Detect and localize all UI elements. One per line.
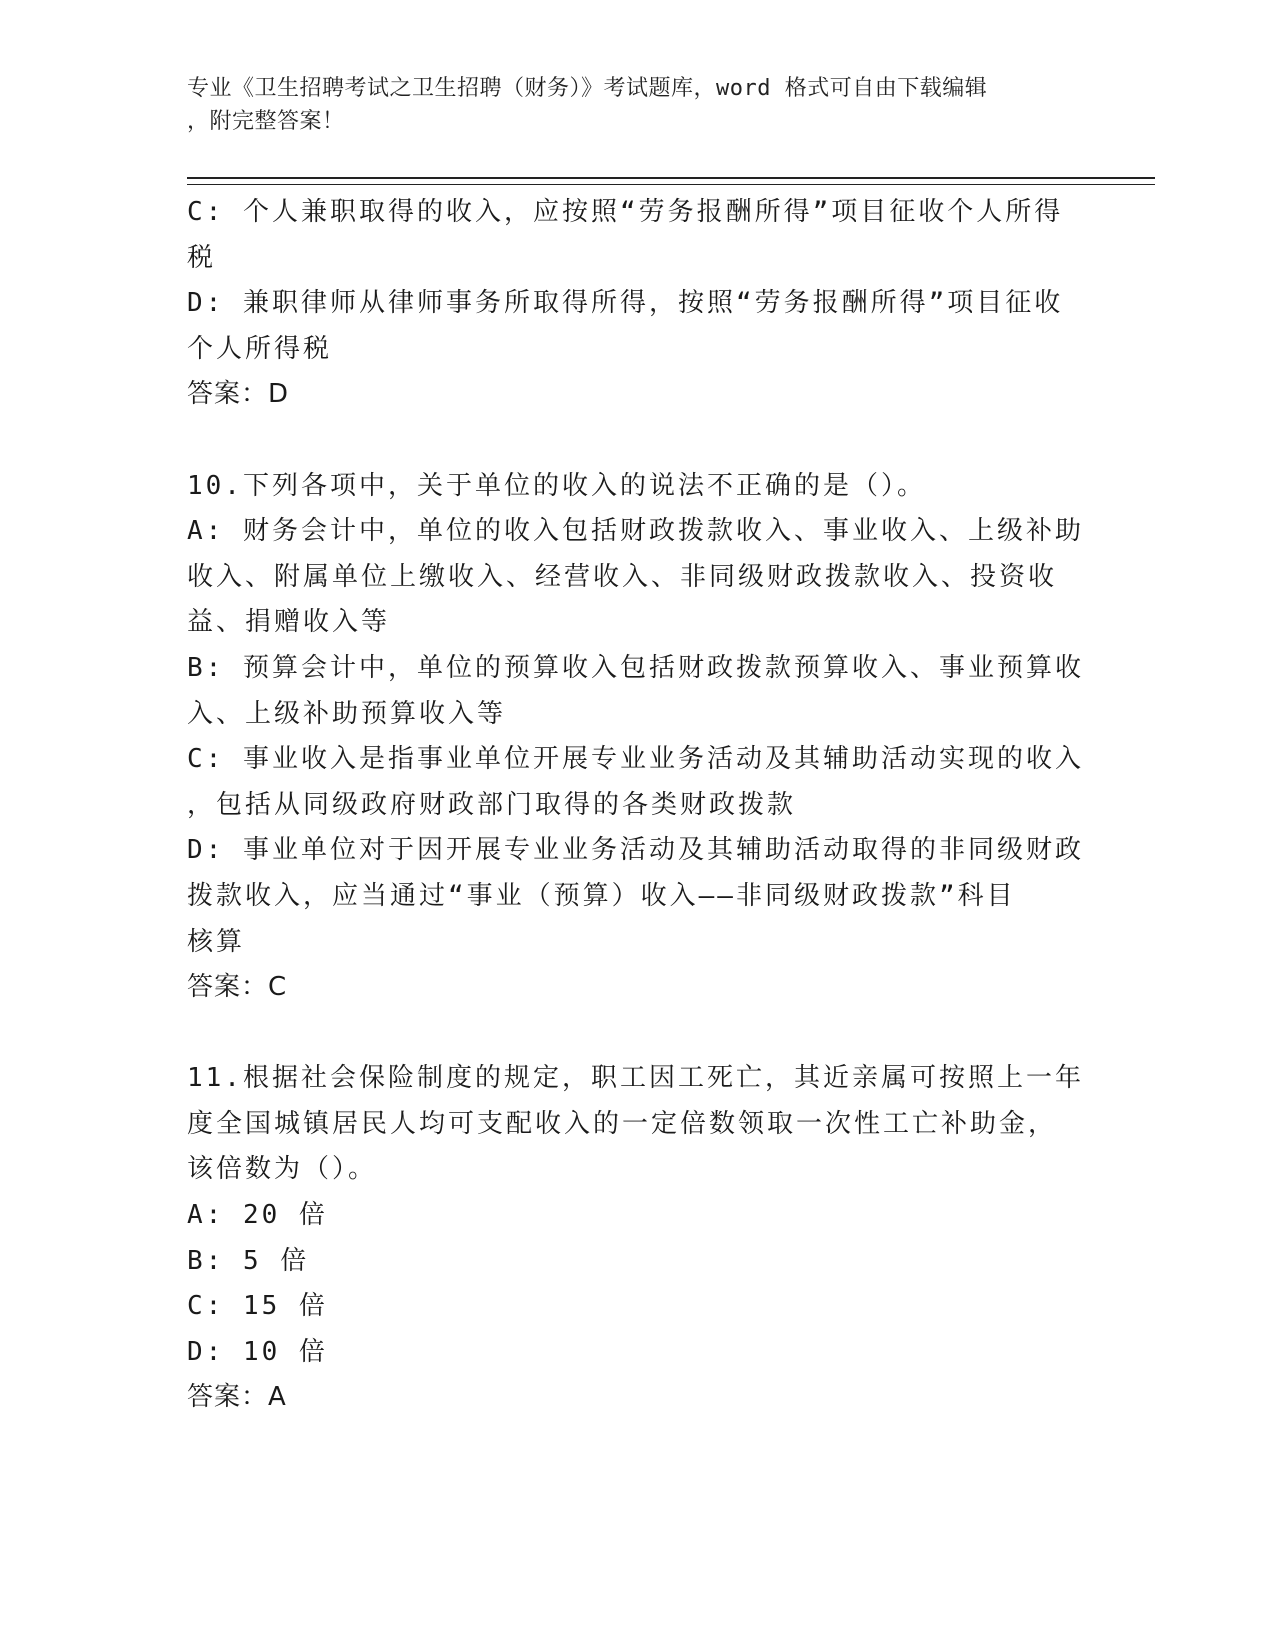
q10-answer: 答案：C bbox=[187, 972, 288, 1003]
q10-option-a-line-1: A: 财务会计中，单位的收入包括财政拨款收入、事业收入、上级补助 bbox=[187, 516, 1084, 547]
spacer bbox=[187, 1011, 1087, 1057]
question-11 bbox=[187, 1056, 1087, 1421]
q10-option-c-line-1: C: 事业收入是指事业单位开展专业业务活动及其辅助活动实现的收入 bbox=[187, 744, 1084, 775]
header-line-1: 专业《卫生招聘考试之卫生招聘（财务）》考试题库，word 格式可自由下载编辑 bbox=[187, 76, 988, 101]
q10-option-d-line-3: 核算 bbox=[187, 926, 246, 957]
header-divider-thin bbox=[187, 184, 1155, 185]
q9-option-d-line-2: 个人所得税 bbox=[187, 333, 333, 364]
q9-option-c-line-1: C: 个人兼职取得的收入，应按照“劳务报酬所得”项目征收个人所得 bbox=[187, 197, 1064, 227]
q10-option-a-line-2: 收入、附属单位上缴收入、经营收入、非同级财政拨款收入、投资收 bbox=[187, 561, 1058, 592]
question-9 bbox=[187, 190, 1087, 418]
q11-option-c: C: 15 倍 bbox=[187, 1291, 328, 1322]
page-header bbox=[187, 72, 1067, 138]
q10-option-b-line-1: B: 预算会计中，单位的预算收入包括财政拨款预算收入、事业预算收 bbox=[187, 652, 1084, 683]
spacer bbox=[187, 418, 1087, 464]
q10-option-d-line-1: D: 事业单位对于因开展专业业务活动及其辅助活动取得的非同级财政 bbox=[187, 835, 1084, 866]
q9-answer: 答案：D bbox=[187, 379, 290, 410]
q11-option-a: A: 20 倍 bbox=[187, 1200, 328, 1231]
q11-stem-line-3: 该倍数为（）。 bbox=[187, 1154, 378, 1185]
q9-option-c-line-2: 税 bbox=[187, 242, 217, 273]
q10-option-a-line-3: 益、捐赠收入等 bbox=[187, 607, 391, 638]
q11-option-b: B: 5 倍 bbox=[187, 1245, 310, 1276]
q9-option-d-line-1: D: 兼职律师从律师事务所取得所得，按照“劳务报酬所得”项目征收 bbox=[187, 288, 1064, 319]
question-10 bbox=[187, 464, 1087, 1011]
q11-option-d: D: 10 倍 bbox=[187, 1336, 328, 1367]
q10-stem: 10.下列各项中，关于单位的收入的说法不正确的是（）。 bbox=[187, 470, 926, 501]
question-list bbox=[187, 190, 1087, 1421]
q11-stem-line-2: 度全国城镇居民人均可支配收入的一定倍数领取一次性工亡补助金， bbox=[187, 1108, 1058, 1139]
header-line-2: ，附完整答案！ bbox=[187, 109, 345, 134]
header-divider-thick bbox=[187, 177, 1155, 179]
q10-option-d-line-2: 拨款收入，应当通过“事业（预算）收入——非同级财政拨款”科目 bbox=[187, 880, 1016, 911]
q10-option-c-line-2: ，包括从同级政府财政部门取得的各类财政拨款 bbox=[187, 789, 797, 820]
q11-stem-line-1: 11.根据社会保险制度的规定，职工因工死亡，其近亲属可按照上一年 bbox=[187, 1063, 1084, 1094]
q10-option-b-line-2: 入、上级补助预算收入等 bbox=[187, 698, 507, 729]
q11-answer: 答案：A bbox=[187, 1382, 287, 1413]
